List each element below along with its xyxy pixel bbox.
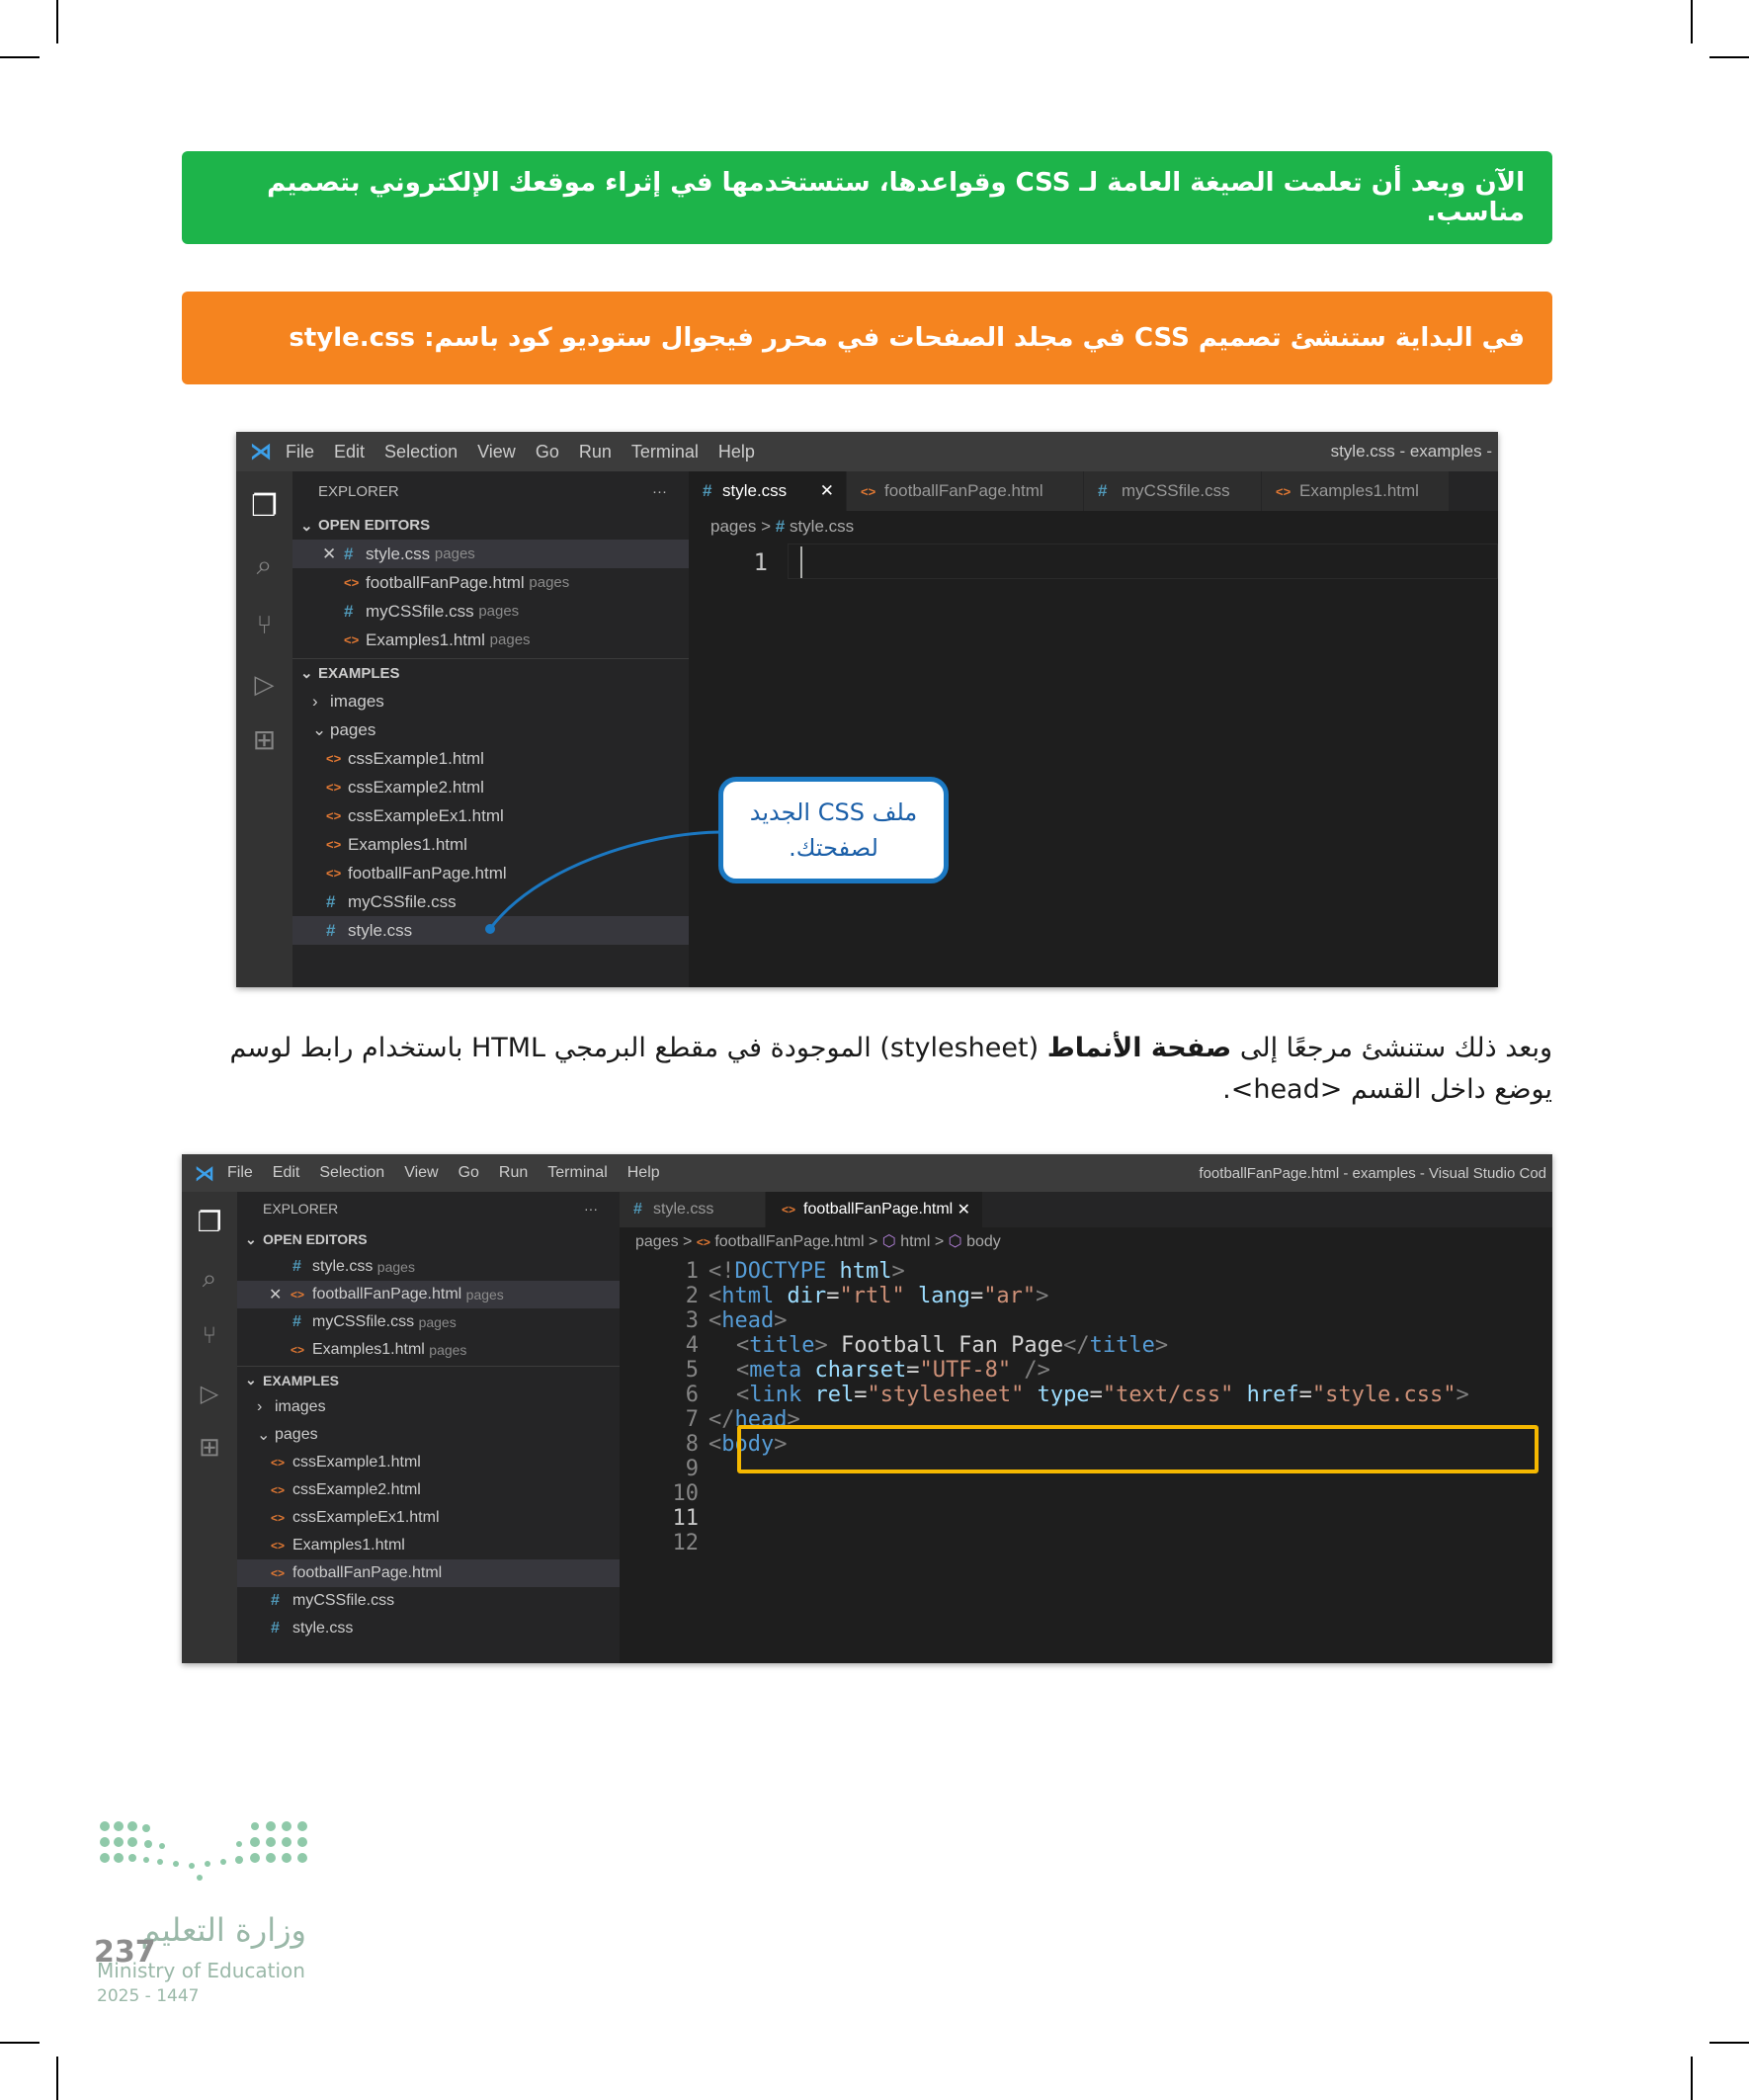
line-number: 10 xyxy=(672,1481,699,1506)
intro-banner: الآن وبعد أن تعلمت الصيغة العامة لـ CSS وقواعدها، ستستخدمها في إثراء موقعك الإلكتروني بتصميم مناسب. xyxy=(182,151,1552,244)
menu-edit[interactable]: Edit xyxy=(334,441,366,462)
file-item[interactable] xyxy=(237,1504,620,1532)
menu-bar xyxy=(227,1164,660,1182)
folder-hint: pages xyxy=(418,1314,457,1330)
tab-label: Examples1.html xyxy=(1299,481,1419,500)
chevron-down-icon: ⌄ xyxy=(300,665,313,682)
folder-label: pages xyxy=(330,719,376,739)
source-control-icon[interactable]: ⑂ xyxy=(202,1322,217,1349)
paragraph-bold: صفحة الأنماط xyxy=(1046,1033,1232,1063)
editor-tabs xyxy=(689,471,1498,511)
menu-selection[interactable]: Selection xyxy=(384,441,458,462)
breadcrumb-separator: > xyxy=(934,1233,945,1250)
current-line-highlight xyxy=(788,544,1498,579)
code-line-3: <head> xyxy=(708,1308,788,1333)
breadcrumb xyxy=(710,517,854,537)
breadcrumb-body[interactable]: body xyxy=(966,1233,1001,1250)
open-editor-item[interactable] xyxy=(237,1253,620,1281)
folder-hint: pages xyxy=(489,631,531,648)
chevron-right-icon: › xyxy=(257,1398,263,1415)
open-editors-label: OPEN EDITORS xyxy=(263,1231,368,1247)
folder-label: images xyxy=(275,1398,326,1415)
html-file-icon: <> xyxy=(782,1203,796,1217)
menu-file[interactable]: File xyxy=(227,1164,253,1181)
more-actions-icon[interactable]: ··· xyxy=(584,1201,598,1217)
vscode-window-football xyxy=(182,1154,1552,1663)
menu-run[interactable]: Run xyxy=(578,441,612,462)
html-file-icon: <> xyxy=(271,1539,286,1553)
title-bar xyxy=(236,432,1498,471)
menu-terminal[interactable]: Terminal xyxy=(547,1164,608,1181)
code-line-8: <body> xyxy=(708,1432,788,1457)
folder-pages[interactable] xyxy=(237,1421,620,1449)
open-editor-item[interactable] xyxy=(237,1281,620,1308)
css-file-icon: # xyxy=(344,544,354,563)
html-file-icon: <> xyxy=(326,837,342,852)
crop-mark xyxy=(1691,2057,1693,2100)
breadcrumb-separator: > xyxy=(868,1233,878,1250)
file-name: footballFanPage.html xyxy=(312,1286,462,1302)
folder-label: pages xyxy=(275,1426,318,1443)
line-number: 1 xyxy=(685,1259,699,1284)
line-number: 1 xyxy=(753,548,768,576)
explorer-title: EXPLORER xyxy=(318,482,399,500)
chevron-down-icon: ⌄ xyxy=(257,1427,271,1444)
menu-go[interactable]: Go xyxy=(535,441,559,462)
ministry-name-en: Ministry of Education xyxy=(97,1959,305,1982)
code-line-1: <!DOCTYPE html> xyxy=(708,1259,905,1284)
examples-section[interactable] xyxy=(292,658,689,687)
tab-footballfanpage[interactable] xyxy=(847,471,1084,511)
vscode-logo-icon: ⋊ xyxy=(250,439,272,463)
crop-mark xyxy=(0,56,40,58)
chevron-right-icon: › xyxy=(312,691,318,711)
line-number: 9 xyxy=(685,1457,699,1481)
breadcrumb-folder[interactable]: pages xyxy=(710,517,757,536)
breadcrumb-separator: > xyxy=(761,517,771,536)
open-editor-item[interactable] xyxy=(292,540,689,568)
css-file-icon: # xyxy=(775,517,786,536)
file-name: myCSSfile.css xyxy=(348,891,457,911)
file-name: footballFanPage.html xyxy=(366,572,525,592)
element-icon: ⬡ xyxy=(948,1233,962,1250)
css-file-icon: # xyxy=(326,891,336,911)
file-item[interactable] xyxy=(237,1615,620,1642)
file-name: footballFanPage.html xyxy=(348,863,507,882)
chevron-down-icon: ⌄ xyxy=(245,1372,257,1387)
folder-hint: pages xyxy=(529,574,570,591)
explorer-title: EXPLORER xyxy=(263,1201,339,1217)
css-file-icon: # xyxy=(271,1592,280,1609)
line-number: 8 xyxy=(685,1432,699,1457)
menu-run[interactable]: Run xyxy=(498,1164,529,1181)
html-file-icon: <> xyxy=(326,780,342,795)
ministry-logo-icon xyxy=(97,1816,314,1895)
extensions-icon[interactable]: ⊞ xyxy=(252,723,277,755)
css-file-icon: # xyxy=(292,1313,301,1330)
more-actions-icon[interactable]: ··· xyxy=(652,482,667,500)
folder-hint: pages xyxy=(434,546,475,562)
menu-selection[interactable]: Selection xyxy=(319,1164,385,1181)
callout-connector xyxy=(474,810,731,939)
tab-style-css[interactable] xyxy=(620,1192,766,1227)
html-file-icon: <> xyxy=(271,1566,286,1580)
crop-mark xyxy=(1691,0,1693,43)
html-file-icon: <> xyxy=(291,1288,305,1302)
line-number: 6 xyxy=(685,1383,699,1407)
open-editors-label: OPEN EDITORS xyxy=(318,517,431,534)
menu-view[interactable]: View xyxy=(477,441,516,462)
css-file-icon: # xyxy=(326,920,336,940)
file-name: cssExampleEx1.html xyxy=(292,1509,440,1526)
run-debug-icon[interactable]: ▷ xyxy=(200,1380,219,1407)
menu-bar xyxy=(286,442,755,462)
file-name: cssExample2.html xyxy=(348,777,484,797)
window-title: footballFanPage.html - examples - Visual Studio Cod xyxy=(1199,1164,1546,1182)
css-file-icon: # xyxy=(633,1201,642,1218)
menu-go[interactable]: Go xyxy=(458,1164,479,1181)
menu-view[interactable]: View xyxy=(404,1164,439,1181)
html-file-icon: <> xyxy=(326,808,342,823)
file-name: cssExample1.html xyxy=(348,748,484,768)
menu-help[interactable]: Help xyxy=(717,441,755,462)
html-file-icon: <> xyxy=(271,1483,286,1497)
html-file-icon: <> xyxy=(1276,483,1291,499)
title-bar xyxy=(182,1154,1552,1192)
open-editor-item[interactable] xyxy=(292,568,689,597)
breadcrumb-file[interactable]: style.css xyxy=(789,517,855,536)
menu-terminal[interactable]: Terminal xyxy=(630,441,699,462)
search-icon[interactable]: ⌕ xyxy=(256,548,273,580)
html-file-icon: <> xyxy=(696,1235,710,1249)
close-icon[interactable]: ✕ xyxy=(957,1202,970,1218)
window-title: style.css - examples - xyxy=(1330,442,1492,461)
activity-bar xyxy=(236,471,292,987)
folder-images[interactable] xyxy=(292,687,689,715)
close-icon[interactable]: ✕ xyxy=(269,1287,283,1303)
file-name: myCSSfile.css xyxy=(312,1313,415,1330)
html-file-icon: <> xyxy=(344,632,360,647)
tab-label: footballFanPage.html xyxy=(803,1201,954,1218)
file-item[interactable] xyxy=(237,1449,620,1476)
crop-mark xyxy=(1709,2042,1749,2044)
chevron-down-icon: ⌄ xyxy=(312,719,327,739)
file-item[interactable] xyxy=(237,1532,620,1559)
css-file-icon: # xyxy=(271,1620,280,1637)
page-number: 237 xyxy=(94,1935,156,1970)
examples-label: EXAMPLES xyxy=(263,1372,340,1388)
examples-section[interactable] xyxy=(237,1366,620,1393)
vscode-logo-icon: ⋊ xyxy=(195,1162,214,1185)
open-editor-item[interactable] xyxy=(237,1308,620,1336)
file-name: Examples1.html xyxy=(292,1537,405,1554)
explorer-header xyxy=(292,471,689,511)
menu-file[interactable]: File xyxy=(286,441,315,462)
file-name: Examples1.html xyxy=(366,630,485,649)
code-line-7: </head> xyxy=(708,1407,800,1432)
file-name: myCSSfile.css xyxy=(366,601,474,621)
line-number: 5 xyxy=(685,1358,699,1383)
breadcrumb-folder[interactable]: pages xyxy=(635,1233,679,1250)
code-line-5: <meta charset="UTF-8" /> xyxy=(736,1358,1050,1383)
line-number: 12 xyxy=(672,1531,699,1555)
code-editor[interactable] xyxy=(689,511,1498,987)
line-number: 3 xyxy=(685,1308,699,1333)
css-file-icon: # xyxy=(703,481,712,500)
source-control-icon[interactable]: ⑂ xyxy=(256,609,273,639)
folder-hint: pages xyxy=(429,1342,467,1358)
vscode-window-style-css xyxy=(236,432,1498,987)
file-name: style.css xyxy=(348,920,413,940)
file-name: cssExampleEx1.html xyxy=(348,805,504,825)
crop-mark xyxy=(0,2042,40,2044)
tab-style-css[interactable] xyxy=(689,471,847,511)
paragraph-part1: وبعد ذلك ستنشئ مرجعًا إلى xyxy=(1231,1033,1552,1063)
folder-hint: pages xyxy=(478,603,520,620)
explorer-icon[interactable]: ❐ xyxy=(251,489,278,523)
breadcrumb-file[interactable]: footballFanPage.html xyxy=(714,1233,865,1250)
css-file-icon: # xyxy=(1098,481,1108,500)
body-paragraph xyxy=(182,1028,1552,1111)
file-item[interactable] xyxy=(237,1476,620,1504)
explorer-header xyxy=(237,1192,620,1225)
file-name: style.css xyxy=(312,1258,374,1275)
code-line-2: <html dir="rtl" lang="ar"> xyxy=(708,1284,1049,1308)
tab-label: footballFanPage.html xyxy=(884,481,1043,500)
activity-bar xyxy=(182,1192,237,1663)
open-editors-section[interactable] xyxy=(237,1225,620,1253)
line-number: 11 xyxy=(672,1506,699,1531)
html-file-icon: <> xyxy=(291,1343,305,1357)
html-file-icon: <> xyxy=(326,751,342,766)
breadcrumb xyxy=(635,1231,1001,1251)
html-file-icon: <> xyxy=(326,866,342,881)
element-icon: ⬡ xyxy=(881,1233,896,1250)
crop-mark xyxy=(56,0,58,43)
file-name: Examples1.html xyxy=(312,1341,425,1358)
file-name: style.css xyxy=(292,1620,354,1637)
callout-line1: ملف CSS الجديد xyxy=(749,798,918,826)
folder-pages[interactable] xyxy=(292,715,689,744)
open-editor-item[interactable] xyxy=(292,597,689,626)
html-file-icon: <> xyxy=(344,575,360,590)
explorer-icon[interactable]: ❐ xyxy=(197,1206,222,1237)
code-line-4: <title> Football Fan Page</title> xyxy=(736,1333,1169,1358)
link-tag-highlight xyxy=(737,1425,1539,1473)
folder-label: images xyxy=(330,691,384,711)
menu-edit[interactable]: Edit xyxy=(272,1164,300,1181)
close-icon[interactable]: ✕ xyxy=(819,481,834,500)
file-name: cssExample1.html xyxy=(292,1454,421,1470)
tab-footballfanpage[interactable] xyxy=(766,1192,983,1227)
file-name: style.css xyxy=(366,544,431,563)
line-number: 4 xyxy=(685,1333,699,1358)
close-icon[interactable]: ✕ xyxy=(322,544,337,563)
tab-label: myCSSfile.css xyxy=(1122,481,1230,500)
tab-mycssfile[interactable] xyxy=(1084,471,1262,511)
editor-tabs xyxy=(620,1192,1552,1227)
html-file-icon: <> xyxy=(271,1511,286,1525)
examples-label: EXAMPLES xyxy=(318,664,400,682)
html-file-icon: <> xyxy=(861,483,876,499)
chevron-down-icon: ⌄ xyxy=(300,517,313,535)
instruction-banner: في البداية ستنشئ تصميم CSS في مجلد الصفحات في محرر فيجوال ستوديو كود باسم: style.css xyxy=(182,292,1552,384)
breadcrumb-html[interactable]: html xyxy=(900,1233,931,1250)
breadcrumb-separator: > xyxy=(683,1233,693,1250)
run-debug-icon[interactable]: ▷ xyxy=(254,668,275,699)
html-file-icon: <> xyxy=(271,1456,286,1470)
line-number: 2 xyxy=(685,1284,699,1308)
code-line-6: <link rel="stylesheet" type="text/css" href="style.css"> xyxy=(736,1383,1469,1407)
extensions-icon[interactable]: ⊞ xyxy=(199,1431,220,1462)
search-icon[interactable]: ⌕ xyxy=(202,1263,217,1293)
file-name: cssExample2.html xyxy=(292,1481,421,1498)
file-item[interactable] xyxy=(292,744,689,773)
folder-hint: pages xyxy=(376,1259,415,1275)
line-number: 7 xyxy=(685,1407,699,1432)
tab-label: style.css xyxy=(722,481,788,500)
open-editor-item[interactable] xyxy=(292,626,689,654)
footer-year: 2025 - 1447 xyxy=(97,1986,200,2006)
text-cursor xyxy=(800,546,802,578)
ministry-name-ar: وزارة التعليم xyxy=(140,1911,306,1949)
chevron-down-icon: ⌄ xyxy=(245,1230,257,1247)
explorer-sidebar xyxy=(237,1192,620,1663)
menu-help[interactable]: Help xyxy=(626,1164,660,1181)
file-item[interactable] xyxy=(237,1587,620,1615)
folder-images[interactable] xyxy=(237,1393,620,1421)
css-file-icon: # xyxy=(292,1258,301,1275)
crop-mark xyxy=(1709,56,1749,58)
file-name: myCSSfile.css xyxy=(292,1592,395,1609)
tab-label: style.css xyxy=(653,1201,714,1218)
open-editors-section[interactable] xyxy=(292,511,689,540)
paragraph-part2: (stylesheet) الموجودة في مقطع البرمجي HTML باستخدام رابط لوسم يوضع داخل القسم <head>. xyxy=(229,1033,1552,1105)
file-name: Examples1.html xyxy=(348,834,467,854)
file-item[interactable] xyxy=(292,773,689,801)
file-item-selected[interactable] xyxy=(237,1559,620,1587)
file-name: footballFanPage.html xyxy=(292,1564,443,1581)
css-file-icon: # xyxy=(344,601,354,621)
crop-mark xyxy=(56,2057,58,2100)
callout-new-css-file xyxy=(718,777,949,883)
callout-line2: لصفحتك. xyxy=(789,834,878,862)
open-editor-item[interactable] xyxy=(237,1336,620,1364)
folder-hint: pages xyxy=(465,1287,504,1302)
tab-examples1[interactable] xyxy=(1262,471,1450,511)
